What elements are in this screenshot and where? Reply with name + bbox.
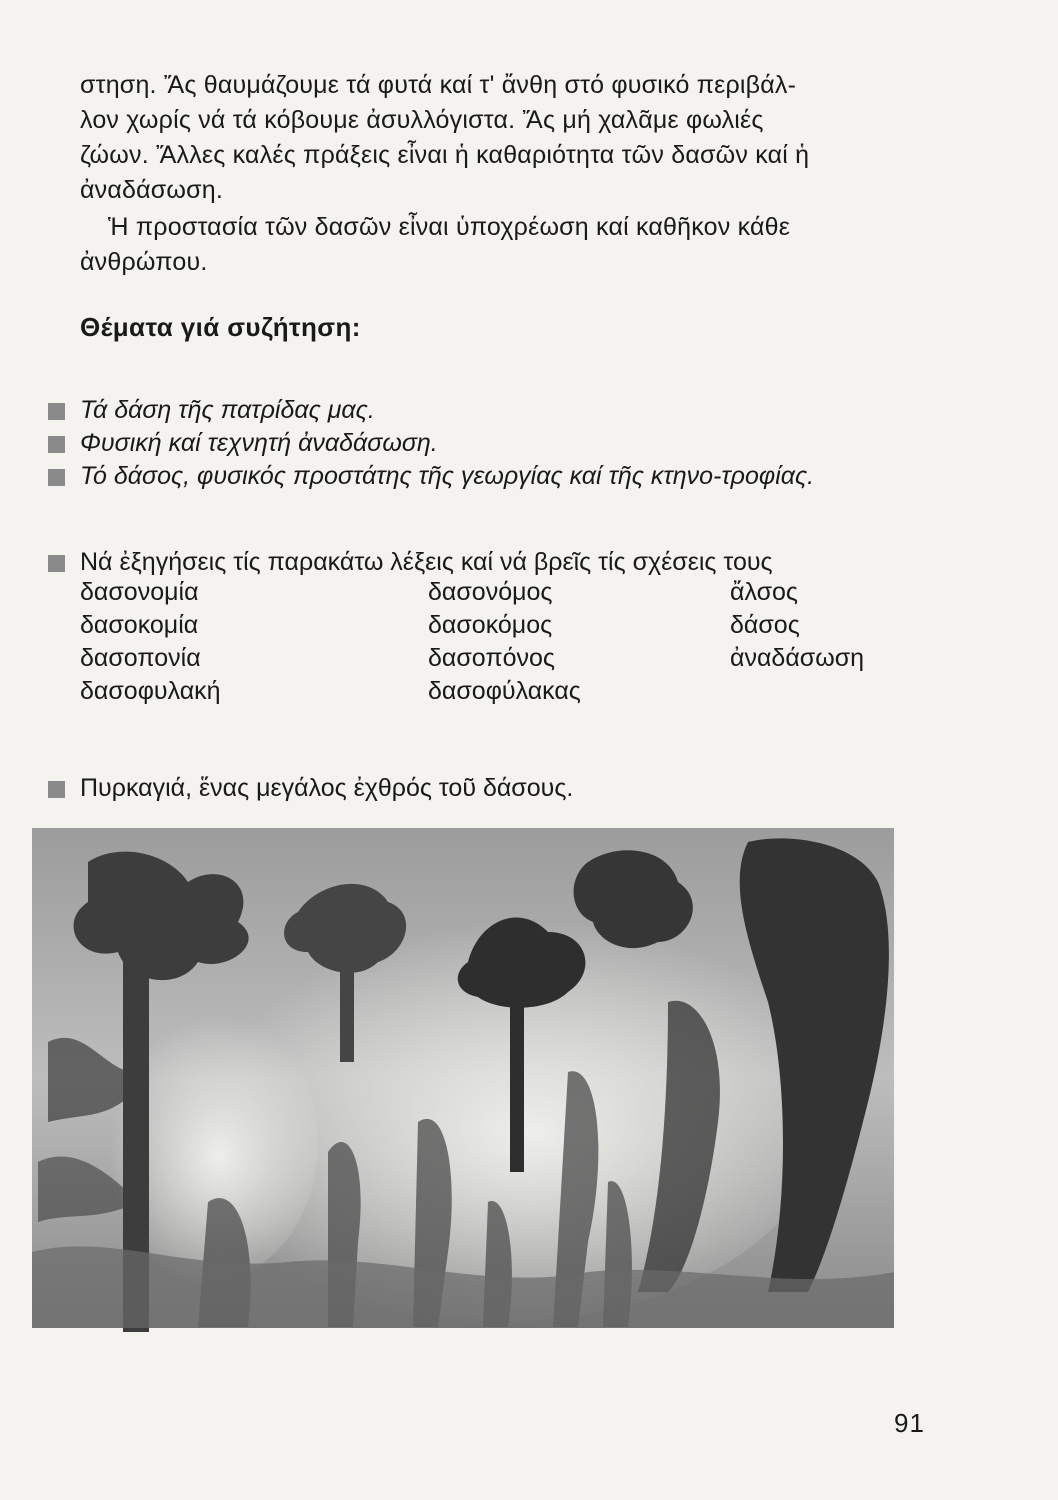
word-column-1 bbox=[80, 576, 221, 708]
word: δασονομία bbox=[80, 578, 199, 606]
word: δασοκόμος bbox=[428, 611, 553, 639]
word: δασονόμος bbox=[428, 578, 553, 606]
page-number: 91 bbox=[894, 1408, 925, 1438]
text-line: στηση. Ἄς θαυμάζουμε τά φυτά καί τ' ἄνθη στό φυσικό περιβάλ- bbox=[80, 71, 797, 99]
text-line: λον χωρίς νά τά κόβουμε ἀσυλλόγιστα. Ἄς μή χαλᾶμε φωλιές bbox=[80, 106, 764, 134]
topic-item: Τό δάσος, φυσικός προστάτης τῆς γεωργίας καί τῆς κτηνο-τροφίας. bbox=[48, 460, 910, 493]
word: δάσος bbox=[730, 611, 800, 639]
discussion-topics bbox=[48, 394, 908, 493]
square-bullet-icon bbox=[48, 469, 65, 486]
text-line: ἀνθρώπου. bbox=[80, 248, 208, 276]
square-bullet-icon bbox=[48, 436, 65, 453]
word: δασοπονία bbox=[80, 644, 201, 672]
word: δασοφυλακή bbox=[80, 677, 221, 705]
section-heading: Θέματα γιά συζήτηση: bbox=[80, 312, 361, 342]
word-column-3 bbox=[730, 576, 864, 675]
task-item: Νά ἐξηγήσεις τίς παρακάτω λέξεις καί νά βρεῖς τίς σχέσεις τους bbox=[48, 546, 908, 579]
topic-item: Φυσική καί τεχνητή ἀναδάσωση. bbox=[48, 427, 908, 460]
word-column-2 bbox=[428, 576, 581, 708]
topic-item: Πυρκαγιά, ἕνας μεγάλος ἐχθρός τοῦ δάσους. bbox=[48, 772, 908, 805]
text-line: ζώων. Ἄλλες καλές πράξεις εἶναι ἡ καθαριότητα τῶν δασῶν καί ἡ bbox=[80, 141, 810, 169]
word-task bbox=[48, 546, 908, 579]
square-bullet-icon bbox=[48, 781, 65, 798]
text-line: Ἡ προστασία τῶν δασῶν εἶναι ὑποχρέωση καί καθῆκον κάθε bbox=[108, 213, 791, 241]
word: δασοκομία bbox=[80, 611, 199, 639]
square-bullet-icon bbox=[48, 403, 65, 420]
intro-paragraph bbox=[80, 68, 900, 208]
word: ἄλσος bbox=[730, 578, 798, 606]
word: δασοπόνος bbox=[428, 644, 555, 672]
word: ἀναδάσωση bbox=[730, 644, 865, 672]
text-line: ἀναδάσωση. bbox=[80, 176, 224, 204]
forest-fire-illustration bbox=[28, 822, 898, 1332]
duty-paragraph bbox=[80, 210, 900, 280]
square-bullet-icon bbox=[48, 555, 65, 572]
topic-item: Τά δάση τῆς πατρίδας μας. bbox=[48, 394, 908, 427]
fire-topic bbox=[48, 772, 908, 805]
word: δασοφύλακας bbox=[428, 677, 581, 705]
